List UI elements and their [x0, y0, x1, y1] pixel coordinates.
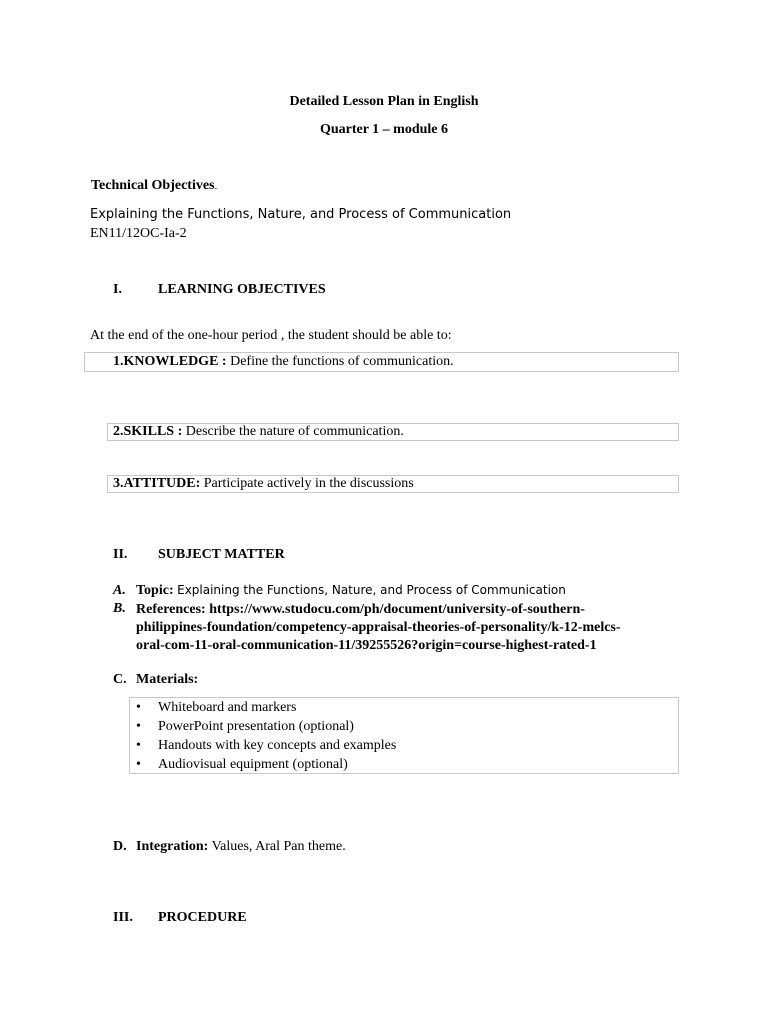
- materials-item-text: Audiovisual equipment (optional): [158, 757, 348, 772]
- objective-skills-text: Describe the nature of communication.: [182, 424, 404, 439]
- integration-line: [136, 839, 346, 855]
- section-3-title: PROCEDURE: [158, 910, 247, 925]
- objective-knowledge-label: 1.KNOWLEDGE :: [113, 354, 227, 369]
- topic-label: Topic:: [136, 583, 174, 598]
- materials-marker: C.: [113, 672, 127, 687]
- section-3-number: III.: [113, 910, 133, 925]
- competency-code: EN11/12OC-Ia-2: [90, 226, 187, 241]
- references-block: [136, 601, 621, 655]
- document-title: Detailed Lesson Plan in English: [289, 94, 479, 109]
- references-line-1: References: https://www.studocu.com/ph/document/university-of-southern-: [136, 602, 585, 617]
- objectives-intro: At the end of the one-hour period , the student should be able to:: [90, 328, 452, 343]
- technical-objectives-period: .: [214, 180, 218, 192]
- objective-attitude-box: [107, 475, 679, 493]
- bullet-icon: •: [136, 719, 141, 734]
- materials-box: [129, 697, 679, 774]
- materials-item-text: PowerPoint presentation (optional): [158, 719, 354, 734]
- section-1-title: LEARNING OBJECTIVES: [158, 282, 326, 297]
- topic-text: Explaining the Functions, Nature, and Process of Communication: [177, 583, 566, 597]
- bullet-icon: •: [136, 700, 141, 715]
- objective-knowledge-box: [84, 352, 679, 372]
- materials-label: Materials:: [136, 672, 199, 687]
- technical-objective-text: Explaining the Functions, Nature, and Process of Communication: [90, 207, 512, 222]
- technical-objectives-label: Technical Objectives: [91, 178, 215, 193]
- topic-line: [136, 583, 566, 599]
- document-subtitle: Quarter 1 – module 6: [319, 122, 449, 137]
- technical-objectives-heading: [91, 178, 217, 194]
- references-line-2: philippines-foundation/competency-appraisal-theories-of-personality/k-12-melcs-: [136, 620, 621, 635]
- section-2-title: SUBJECT MATTER: [158, 547, 285, 562]
- bullet-icon: •: [136, 738, 141, 753]
- topic-marker: A.: [113, 583, 126, 598]
- section-1-number: I.: [113, 282, 122, 297]
- objective-attitude-label: 3.ATTITUDE:: [113, 476, 201, 491]
- section-2-number: II.: [113, 547, 128, 562]
- integration-label: Integration:: [136, 839, 209, 854]
- materials-item: [130, 698, 678, 717]
- bullet-icon: •: [136, 757, 141, 772]
- integration-marker: D.: [113, 839, 127, 854]
- materials-item-text: Whiteboard and markers: [158, 700, 297, 715]
- materials-item-text: Handouts with key concepts and examples: [158, 738, 397, 753]
- materials-item: [130, 717, 678, 736]
- objective-skills: [113, 424, 404, 440]
- materials-list: [130, 698, 678, 774]
- materials-item: [130, 755, 678, 774]
- objective-knowledge: [113, 354, 454, 370]
- objective-skills-label: 2.SKILLS :: [113, 424, 183, 439]
- materials-item: [130, 736, 678, 755]
- references-marker: B.: [113, 601, 126, 616]
- references-line-3: oral-com-11-oral-communication-11/39255526?origin=course-highest-rated-1: [136, 638, 597, 653]
- objective-knowledge-text: Define the functions of communication.: [226, 354, 454, 369]
- integration-text: Values, Aral Pan theme.: [208, 839, 346, 854]
- objective-skills-box: [107, 423, 679, 441]
- objective-attitude: [113, 476, 414, 492]
- objective-attitude-text: Participate actively in the discussions: [200, 476, 414, 491]
